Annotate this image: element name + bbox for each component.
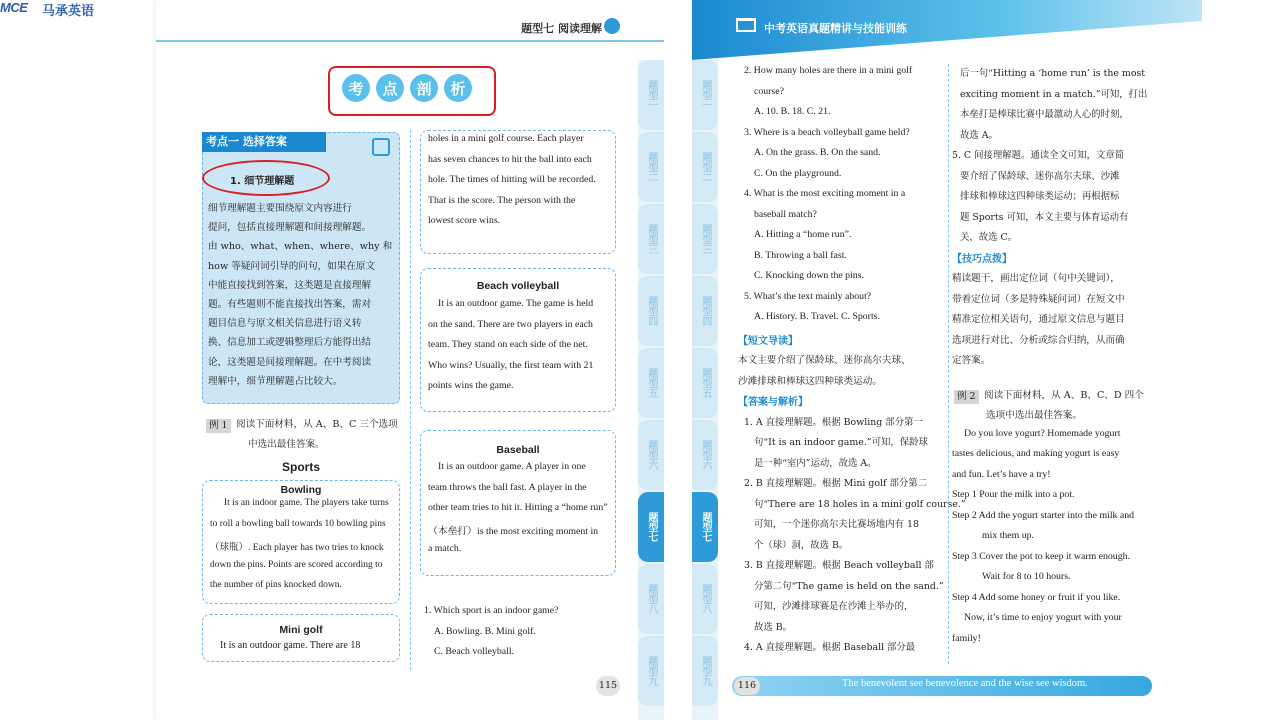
minigolf-cont-box <box>420 130 616 254</box>
tab-6[interactable]: 题型六 <box>638 420 664 490</box>
answer-line: 可知，沙滩排球赛是在沙滩上举办的， <box>754 601 914 612</box>
example-line: 阅读下面材料，从 A、B、C 三个选项 <box>236 419 398 430</box>
tab-5[interactable]: 题型五 <box>692 348 718 418</box>
answer-line: 5. C 间接理解题。通读全文可知，文章简 <box>952 150 1125 161</box>
tab-2[interactable]: 题型二 <box>692 132 718 202</box>
answer-line: 后一句“Hitting a ‘home run’ is the most <box>960 68 1146 79</box>
logo-mark: MCE <box>0 0 28 15</box>
baseball-line: It is an outdoor game. A player in one <box>438 461 586 472</box>
minigolf-cont-line: That is the score. The person with the <box>428 194 576 206</box>
right-page-number: 116 <box>734 677 760 695</box>
yogurt-line: Step 1 Pour the milk into a pot. <box>952 489 1075 500</box>
banner <box>342 74 472 102</box>
answer-line: 故选 B。 <box>754 621 792 633</box>
minigolf-cont-line: hole. The times of hitting will be recorded. <box>428 174 596 186</box>
tab-3[interactable]: 题型三 <box>638 204 664 274</box>
guide-line: 本文主要介绍了保龄球、迷你高尔夫球、 <box>738 355 911 366</box>
question-line: A. On the grass. B. On the sand. <box>754 147 881 158</box>
intro-line: 论，这类题是间接理解题。在中考阅读 <box>208 356 372 368</box>
left-page-number: 115 <box>596 676 620 696</box>
beach-line: points wins the game. <box>428 380 514 392</box>
yogurt-line: Do you love yogurt? Homemade yogurt <box>964 427 1121 439</box>
intro-line: 提问，包括直接理解题和间接理解题。 <box>208 222 372 234</box>
tab-1[interactable]: 题型一 <box>638 60 664 130</box>
question-line: C. On the playground. <box>754 167 842 179</box>
minigolf-title: Mini golf <box>279 624 323 636</box>
yogurt-line: Step 4 Add some honey or fruit if you like. <box>952 591 1121 603</box>
bowling-line: It is an indoor game. The players take turns <box>224 498 389 508</box>
tips-line: 选项进行对比、分析或综合归纳，从而确 <box>952 334 1125 346</box>
bowling-line: down the pins. Points are scored according to <box>210 559 383 570</box>
bowling-line: （球瓶）. Each player has two tries to knock <box>210 543 384 554</box>
answer-line: 题 Sports 可知，本文主要与体育运动有 <box>960 211 1129 223</box>
answer-line: 要介绍了保龄球、迷你高尔夫球、沙滩 <box>960 170 1120 182</box>
tab-2[interactable]: 题型二 <box>638 132 664 202</box>
banner-char: 考 <box>342 74 370 102</box>
tab-7[interactable]: 题型七 <box>692 492 718 562</box>
banner-char: 剖 <box>410 74 438 102</box>
yogurt-line: family! <box>952 632 981 644</box>
question-line: course? <box>754 85 784 97</box>
yogurt-line: mix them up. <box>982 530 1034 541</box>
question-line: A. Hitting a “home run”. <box>754 229 852 240</box>
tab-8[interactable]: 题型八 <box>638 564 664 634</box>
answer-line: 句“It is an indoor game.”可知，保龄球 <box>754 437 928 448</box>
example-2-label: 例 2 <box>954 390 979 404</box>
question-line: B. Throwing a ball fast. <box>754 249 847 261</box>
tab-6[interactable]: 题型六 <box>692 420 718 490</box>
tab-9[interactable]: 题型九 <box>692 636 718 706</box>
minigolf-box <box>202 614 400 662</box>
banner-char: 点 <box>376 74 404 102</box>
intro-line: 题目信息与原文相关信息进行语义转 <box>208 318 362 330</box>
intro-line: 换、信息加工或逻辑整理后方能得出结 <box>208 337 372 349</box>
baseball-title: Baseball <box>496 444 540 456</box>
beach-title: Beach volleyball <box>476 280 560 292</box>
question-line: C. Knocking down the pins. <box>754 270 864 281</box>
answer-line: 故选 A。 <box>960 129 998 141</box>
tips-line: 精准定位相关语句，通过原文信息与题目 <box>952 314 1125 325</box>
header-rule <box>156 40 664 42</box>
column-divider <box>948 64 949 664</box>
intro-line: 细节理解题主要围绕原文内容进行 <box>208 203 352 214</box>
answer-line: exciting moment in a match.”可知，打出 <box>960 88 1148 100</box>
brand-logo <box>0 0 100 22</box>
beach-line: team. They stand on each side of the net. <box>428 339 588 351</box>
intro-line: 中能直接找到答案，这类题是直接理解 <box>208 279 372 291</box>
tab-9[interactable]: 题型九 <box>638 636 664 706</box>
question-line: 2. How many holes are there in a mini golf <box>744 65 913 76</box>
yogurt-line: Step 3 Cover the pot to keep it warm enough. <box>952 550 1130 562</box>
right-header-icon <box>736 18 756 32</box>
intro-line: 题。有些题则不能直接找出答案，需对 <box>208 299 372 310</box>
answer-line: 2. B 直接理解题。根据 Mini golf 部分第二 <box>744 478 927 489</box>
answer-line: 可知，一个迷你高尔夫比赛场地内有 18 <box>754 519 919 530</box>
footer-motto: The benevolent see benevolence and the wise see wisdom. <box>842 678 1088 689</box>
yogurt-line: and fun. Let’s have a try! <box>952 468 1051 480</box>
minigolf-line: It is an outdoor game. There are 18 <box>220 640 361 651</box>
yogurt-line: Now, it’s time to enjoy yogurt with your <box>964 612 1122 623</box>
clipboard-icon <box>372 138 390 156</box>
left-tab-strip <box>638 60 664 720</box>
tips-line: 精读题干，画出定位词（句中关键词）， <box>952 273 1120 284</box>
question-line: 5. What’s the text mainly about? <box>744 290 872 302</box>
guide-title: 【短文导读】 <box>738 335 798 347</box>
answer-line: 句“There are 18 holes in a mini golf course.” <box>754 498 966 510</box>
bowling-title: Bowling <box>280 484 322 496</box>
baseball-line: team throws the ball fast. A player in the <box>428 481 587 493</box>
yogurt-line: tastes delicious, and making yogurt is easy <box>952 448 1120 459</box>
left-page <box>156 0 664 720</box>
beach-line: on the sand. There are two players in each <box>428 318 593 330</box>
tab-4[interactable]: 题型四 <box>638 276 664 346</box>
tab-1[interactable]: 题型一 <box>692 60 718 130</box>
right-page <box>692 0 1202 720</box>
intro-line: how 等疑问词引导的问句，如果在原文 <box>208 260 376 272</box>
column-divider <box>410 130 411 670</box>
left-header: 题型七 阅读理解 <box>521 22 602 35</box>
answer-line: 分第二句“The game is held on the sand.” <box>754 580 944 592</box>
tab-5[interactable]: 题型五 <box>638 348 664 418</box>
bowling-line: the number of pins knocked down. <box>210 580 342 591</box>
right-header: 中考英语真题精讲与技能训练 <box>764 22 907 35</box>
example-label: 例 1 <box>206 419 231 433</box>
tab-4[interactable]: 题型四 <box>692 276 718 346</box>
right-tab-strip <box>692 60 718 720</box>
answer-line: 个（球）洞，故选 B。 <box>754 539 849 551</box>
minigolf-cont-line: has seven chances to hit the ball into each <box>428 153 592 165</box>
example-2-line: 选项中选出最佳答案。 <box>986 410 1082 421</box>
tips-line: 带着定位词（多是特殊疑问词）在短文中 <box>952 293 1125 305</box>
minigolf-cont-line: holes in a mini golf course. Each player <box>428 133 584 144</box>
question-line: A. History. B. Travel. C. Sports. <box>754 311 880 322</box>
bowling-line: to roll a bowling ball towards 10 bowling pins <box>210 518 386 529</box>
answer-line: 1. A 直接理解题。根据 Bowling 部分第一 <box>744 416 923 428</box>
question-line: 3. Where is a beach volleyball game held? <box>744 126 910 138</box>
beach-line: Who wins? Usually, the first team with 21 <box>428 359 594 371</box>
baseball-line: a match. <box>428 543 462 555</box>
beach-line: It is an outdoor game. The game is held <box>438 298 594 309</box>
subsection-title: 1. 细节理解题 <box>230 176 295 187</box>
baseball-line: （本垒打）is the most exciting moment in <box>428 525 599 537</box>
yogurt-line: Wait for 8 to 10 hours. <box>982 571 1071 582</box>
answer-line: 是一种“室内”运动，故选 A。 <box>754 457 877 469</box>
answer-line: 4. A 直接理解题。根据 Baseball 部分最 <box>744 642 916 653</box>
minigolf-cont-line: lowest score wins. <box>428 215 501 227</box>
question-line: 4. What is the most exciting moment in a <box>744 188 906 199</box>
answer-line: 本垒打是棒球比赛中最激动人心的时刻， <box>960 109 1129 120</box>
question-line: A. 10. B. 18. C. 21. <box>754 106 831 117</box>
question-line: baseball match? <box>754 208 817 220</box>
answer-title: 【答案与解析】 <box>738 397 808 408</box>
answer-line: 3. B 直接理解题。根据 Beach volleyball 部 <box>744 560 934 571</box>
tab-7[interactable]: 题型七 <box>638 492 664 562</box>
question-line: C. Beach volleyball. <box>434 646 514 657</box>
article-title: Sports <box>281 460 320 474</box>
baseball-line: other team tries to hit it. Hitting a “home run” <box>428 502 608 514</box>
tab-3[interactable]: 题型三 <box>692 204 718 274</box>
tips-title: 【技巧点拨】 <box>952 253 1012 265</box>
guide-line: 沙滩排球和棒球这四种球类运动。 <box>738 375 882 387</box>
tab-8[interactable]: 题型八 <box>692 564 718 634</box>
section-title: 考点一 选择答案 <box>202 132 326 152</box>
answer-line: 排球和棒球这四种球类运动；再根据标 <box>960 191 1120 202</box>
header-icon <box>604 18 620 34</box>
answer-line: 关，故选 C。 <box>960 232 1018 243</box>
logo-name: 马承英语 <box>42 4 95 19</box>
yogurt-line: Step 2 Add the yogurt starter into the milk and <box>952 509 1135 521</box>
tips-line: 定答案。 <box>952 355 991 366</box>
example-2-line: 阅读下面材料，从 A、B、C、D 四个 <box>984 389 1144 401</box>
question-line: A. Bowling. B. Mini golf. <box>434 625 536 637</box>
question-line: 1. Which sport is an indoor game? <box>424 605 559 616</box>
intro-line: 由 who、what、when、where、why 和 <box>208 241 393 253</box>
banner-char: 析 <box>444 74 472 102</box>
intro-line: 理解中，细节理解题占比较大。 <box>208 375 343 387</box>
example-line: 中选出最佳答案。 <box>248 439 325 450</box>
